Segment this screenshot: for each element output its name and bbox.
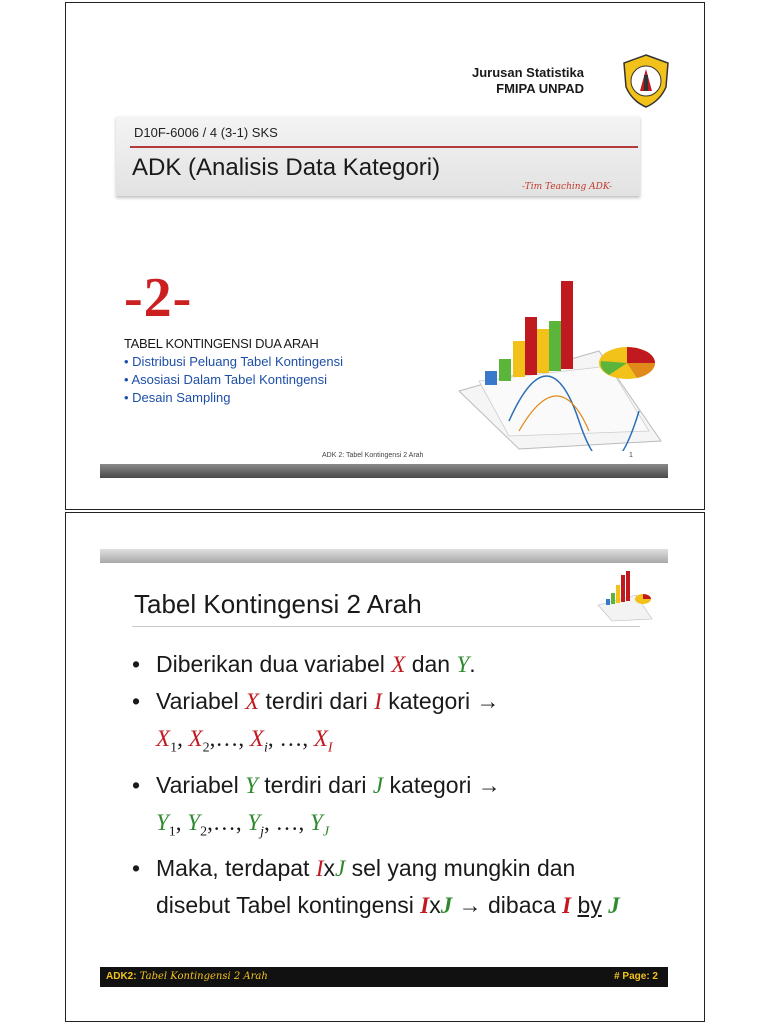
var-y: Y xyxy=(456,652,470,677)
bullet-variables xyxy=(132,646,652,683)
times-sign: x xyxy=(323,855,335,882)
bullet-text: Maka, terdapat xyxy=(156,855,316,882)
slide-2 xyxy=(65,512,705,1022)
bullet-x-categories xyxy=(132,683,652,720)
title-divider xyxy=(130,146,638,148)
title-band xyxy=(116,116,640,196)
footer-bar xyxy=(100,967,668,987)
title-divider xyxy=(132,626,640,627)
subscript: I xyxy=(327,740,333,756)
course-code: D10F-6006 / 4 (3-1) SKS xyxy=(134,125,278,140)
var-y: Y xyxy=(310,809,323,835)
var-j: J xyxy=(608,893,620,919)
bullet-text: terdiri dari xyxy=(259,688,375,714)
page-number: # Page: 2 xyxy=(614,971,658,982)
bullet-text: Variabel xyxy=(156,771,246,798)
var-i: I xyxy=(315,856,324,882)
header-bar xyxy=(100,549,668,563)
bullet-text: → dibaca xyxy=(452,892,563,919)
times-sign: x xyxy=(429,892,441,919)
var-x: X xyxy=(391,652,406,677)
bar-chart-illustration-icon xyxy=(596,567,654,623)
var-y: Y xyxy=(187,809,201,835)
slide-title: Tabel Kontingensi 2 Arah xyxy=(134,589,422,619)
bullet-cells xyxy=(132,850,652,924)
subscript: i xyxy=(263,740,268,756)
bullet-text: Diberikan dua variabel xyxy=(156,651,392,677)
var-x: X xyxy=(249,726,264,751)
topic-item: • Distribusi Peluang Tabel Kontingensi xyxy=(124,353,343,371)
var-i: I xyxy=(420,893,430,919)
bar-chart-illustration-icon xyxy=(449,271,671,451)
separator: ,…, xyxy=(207,809,248,835)
var-i: I xyxy=(374,689,382,714)
var-j: J xyxy=(334,856,346,882)
topic-list xyxy=(124,353,343,407)
department-label xyxy=(472,65,584,97)
footer-text: ADK 2: Tabel Kontingensi 2 Arah xyxy=(322,452,424,459)
separator: , xyxy=(177,726,189,751)
separator: , …, xyxy=(267,726,314,751)
var-i: I xyxy=(562,893,572,919)
footer-title: Tabel Kontingensi 2 Arah xyxy=(136,971,268,982)
course-title: ADK (Analisis Data Kategori) xyxy=(132,154,441,181)
var-j: J xyxy=(372,772,384,798)
bullet-text: Variabel xyxy=(156,688,246,714)
footer-label xyxy=(106,971,268,982)
by-word: by xyxy=(577,892,602,919)
separator: ,…, xyxy=(209,726,250,751)
slide-body xyxy=(132,646,652,924)
separator: , …, xyxy=(264,809,311,835)
separator: , xyxy=(175,809,188,835)
y-sequence xyxy=(132,804,652,851)
subscript: 2 xyxy=(200,824,208,840)
var-x: X xyxy=(245,689,260,714)
slide-1 xyxy=(65,2,705,510)
bullet-text: . xyxy=(469,651,476,677)
chapter-number: -2- xyxy=(124,267,193,329)
teaching-team: -Tim Teaching ADK- xyxy=(522,182,612,192)
bullet-y-categories xyxy=(132,767,652,804)
var-x: X xyxy=(188,726,203,751)
page-number: 1 xyxy=(629,452,633,459)
bullet-text: dan xyxy=(405,651,457,677)
var-x: X xyxy=(156,726,171,751)
subscript: J xyxy=(322,824,330,840)
var-y: Y xyxy=(156,809,169,835)
unpad-logo-icon xyxy=(620,53,672,109)
subscript: 2 xyxy=(202,740,210,756)
var-y: Y xyxy=(247,809,261,835)
bullet-text: terdiri dari xyxy=(257,771,373,798)
var-y: Y xyxy=(245,772,258,798)
var-x: X xyxy=(313,726,328,751)
subscript: 1 xyxy=(168,824,176,840)
bullet-text: sel yang mungkin dan disebut Tabel kontingensi xyxy=(156,855,576,919)
x-sequence xyxy=(132,720,652,767)
department-line-2: FMIPA UNPAD xyxy=(496,81,584,96)
subscript: 1 xyxy=(170,740,178,756)
topic-item: • Desain Sampling xyxy=(124,389,343,407)
footer-code: ADK2: xyxy=(106,971,137,982)
bullet-text: kategori → xyxy=(381,688,500,714)
department-line-1: Jurusan Statistika xyxy=(472,65,584,80)
subscript: j xyxy=(260,824,265,840)
topic-heading: TABEL KONTINGENSI DUA ARAH xyxy=(124,336,319,351)
topic-item: • Asosiasi Dalam Tabel Kontingensi xyxy=(124,371,343,389)
bullet-text: kategori → xyxy=(383,771,501,798)
footer-bar xyxy=(100,464,668,478)
var-j: J xyxy=(440,893,453,919)
